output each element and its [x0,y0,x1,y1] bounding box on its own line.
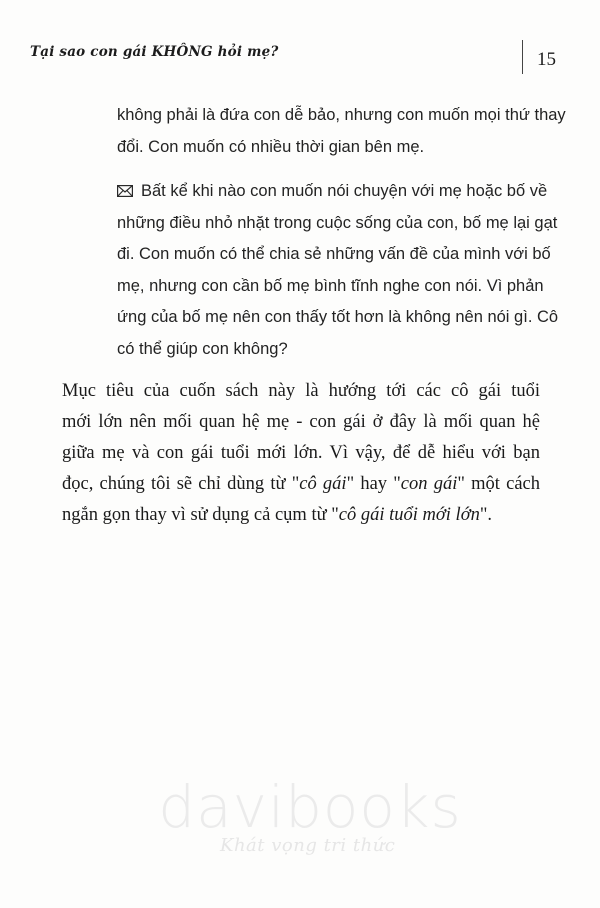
body-paragraph [62,376,540,531]
term-co-gai-tuoi-moi-lon: cô gái tuổi mới lớn [338,505,480,525]
page-number: 15 [537,49,556,70]
term-co-gai: cô gái [299,474,347,494]
term-con-gai: con gái [400,474,458,494]
body-text: ngắn gọn thay vì sử dụng cả cụm từ " [62,505,339,525]
letter-quote [117,176,572,365]
body-line: Mục tiêu của cuốn sách này là hướng tới các cô gái tuổi [62,381,540,401]
header-divider [522,40,523,74]
body-line: mới lớn nên mối quan hệ mẹ - con gái ở đây là mối quan hệ [62,412,540,432]
body-text: ". [479,505,493,525]
watermark [150,775,470,856]
envelope-icon [117,185,133,197]
running-header-title: Tại sao con gái KHÔNG hỏi mẹ? [30,44,279,60]
body-line [62,500,540,531]
letter-quote-text: Bất kể khi nào con muốn nói chuyện với mẹ hoặc bố về những điều nhỏ nhặt trong cuộc sống của con, bố mẹ lại gạt đi. Con muốn có thể chia sẻ những vấn đề của mình với bố mẹ, nhưng con cần bố mẹ bình tĩnh nghe con nói. Vì phản ứng của bố mẹ nên con thấy tốt hơn là không nên nói gì. Cô có thể giúp con không? [117,182,559,358]
body-text: " hay " [346,474,401,494]
watermark-tagline: Khát vọng tri thức [220,835,396,856]
body-line: giữa mẹ và con gái tuổi mới lớn. Vì vậy, để dễ hiểu với bạn [62,443,540,463]
letter-continuation [117,100,572,163]
body-text: " một cách [457,474,540,494]
body-line [62,469,540,500]
watermark-brand: davibooks [158,773,462,841]
body-text: đọc, chúng tôi sẽ chỉ dùng từ " [62,474,300,494]
letter-continuation-text: không phải là đứa con dễ bảo, nhưng con muốn mọi thứ thay đổi. Con muốn có nhiều thời gian bên mẹ. [117,106,566,156]
